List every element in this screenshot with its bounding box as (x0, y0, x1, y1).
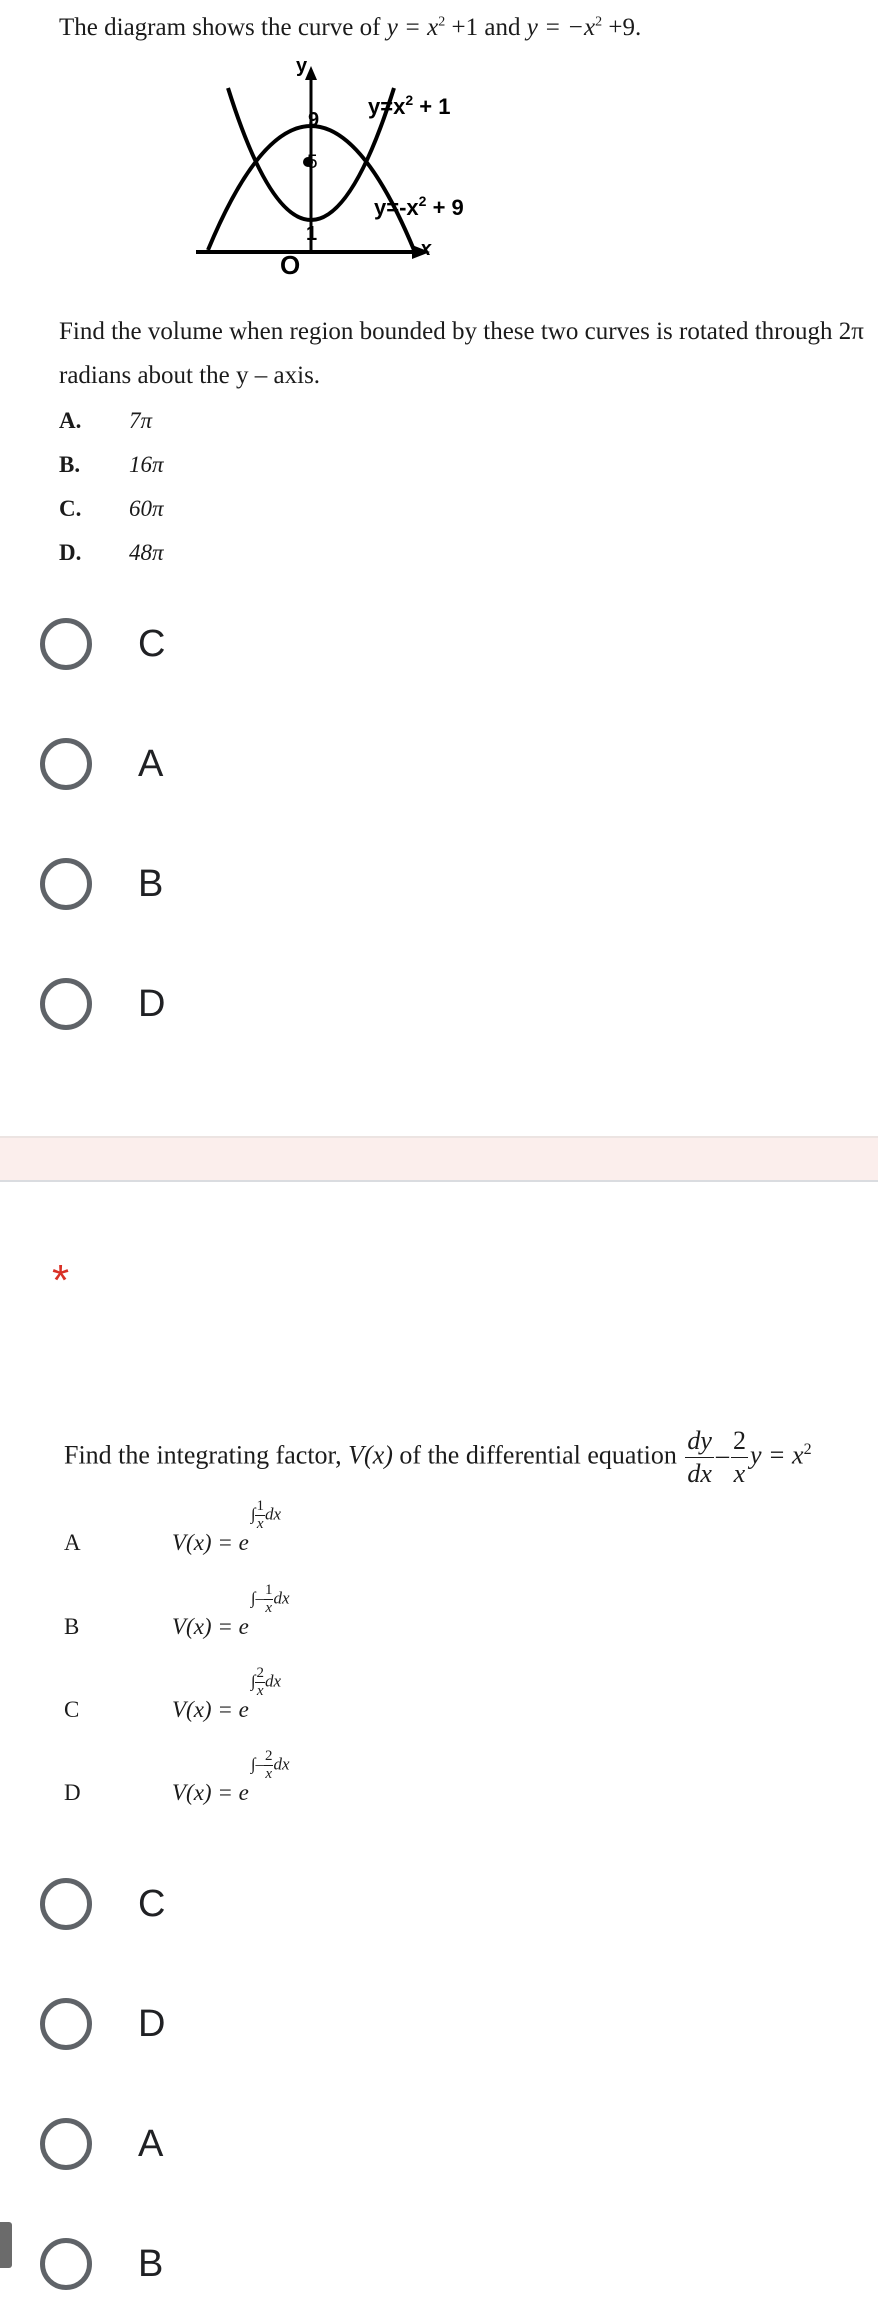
radio-label: C (138, 622, 166, 665)
equation-rhs: y = x (749, 1440, 804, 1470)
question1-option-b: B. 16π (59, 452, 164, 477)
radio-circle[interactable] (40, 1878, 92, 1930)
and-text: and (478, 14, 527, 41)
radio-choice-c[interactable] (40, 1878, 165, 1930)
curves-diagram (190, 52, 510, 282)
question2-option-c: C V(x) = e ∫ $\frac{2}{x}$ dx (64, 1665, 282, 1722)
radio-choice-a[interactable] (40, 2118, 163, 2170)
radio-choice-b[interactable] (40, 2238, 163, 2290)
equation-2-tail: +9. (602, 14, 642, 41)
label-5: 5 (307, 152, 318, 173)
required-asterisk: * (52, 1256, 70, 1305)
question2-prompt: Find the integrating factor, V(x) of the differential equation $\frac{dy}{dx}$ – $\frac{2}{x}$ $y = x^2$ (64, 1426, 812, 1488)
radio-choice-d[interactable] (40, 978, 165, 1030)
question2-option-d: D V(x) = e ∫– $\frac{2}{x}$ dx (64, 1748, 290, 1805)
radio-label: A (138, 2122, 164, 2165)
radio-circle[interactable] (40, 2118, 92, 2170)
question1-prompt-line2: radians about the y – axis. (59, 362, 321, 389)
radio-label: D (138, 982, 166, 1025)
radio-circle[interactable] (40, 738, 92, 790)
radio-circle[interactable] (40, 618, 92, 670)
intro-text: The diagram shows the curve of (59, 14, 387, 41)
question2-option-a: A V(x) = e ∫ $\frac{1}{x}$ dx (64, 1498, 282, 1555)
radio-circle[interactable] (40, 1998, 92, 2050)
equation-2: $y = -x^2$ (526, 14, 603, 41)
coefficient-fraction: $\frac{2}{x}$ (732, 1426, 746, 1488)
curve-upward-label: $y=x^2 + 1$ (368, 92, 451, 119)
question1-option-c: C. 60π (59, 496, 164, 521)
equation-1-tail: +1 (445, 14, 479, 41)
question-divider (0, 1136, 878, 1182)
radio-circle[interactable] (40, 978, 92, 1030)
radio-label: A (138, 742, 164, 785)
y-axis-label: y (296, 55, 308, 77)
radio-circle[interactable] (40, 858, 92, 910)
question2-option-b: B V(x) = e ∫– $\frac{1}{x}$ dx (64, 1582, 290, 1639)
question1-prompt-line1: Find the volume when region bounded by these two curves is rotated through 2π (59, 318, 864, 345)
radio-label: B (138, 2242, 164, 2285)
function-v-of-x: V(x) (348, 1440, 393, 1470)
label-9: 9 (308, 109, 320, 131)
radio-label: C (138, 1882, 166, 1925)
derivative-fraction: $\frac{dy}{dx}$ (687, 1426, 712, 1488)
radio-label: B (138, 862, 164, 905)
radio-choice-d[interactable] (40, 1998, 165, 2050)
question1-option-d: D. 48π (59, 540, 164, 565)
curve-downward-label: $y=-x^2 + 9$ (374, 193, 464, 220)
equation-1: $y = x^2$ (386, 14, 446, 41)
radio-choice-c[interactable] (40, 618, 165, 670)
question1-intro (59, 14, 641, 42)
radio-choice-a[interactable] (40, 738, 163, 790)
radio-label: D (138, 2002, 166, 2045)
side-scroll-tab[interactable] (0, 2222, 12, 2268)
x-axis-label: x (420, 238, 432, 260)
question1-option-a: A. 7π (59, 408, 153, 433)
radio-circle[interactable] (40, 2238, 92, 2290)
origin-label: O (280, 250, 301, 280)
label-1: 1 (306, 223, 318, 245)
radio-choice-b[interactable] (40, 858, 163, 910)
